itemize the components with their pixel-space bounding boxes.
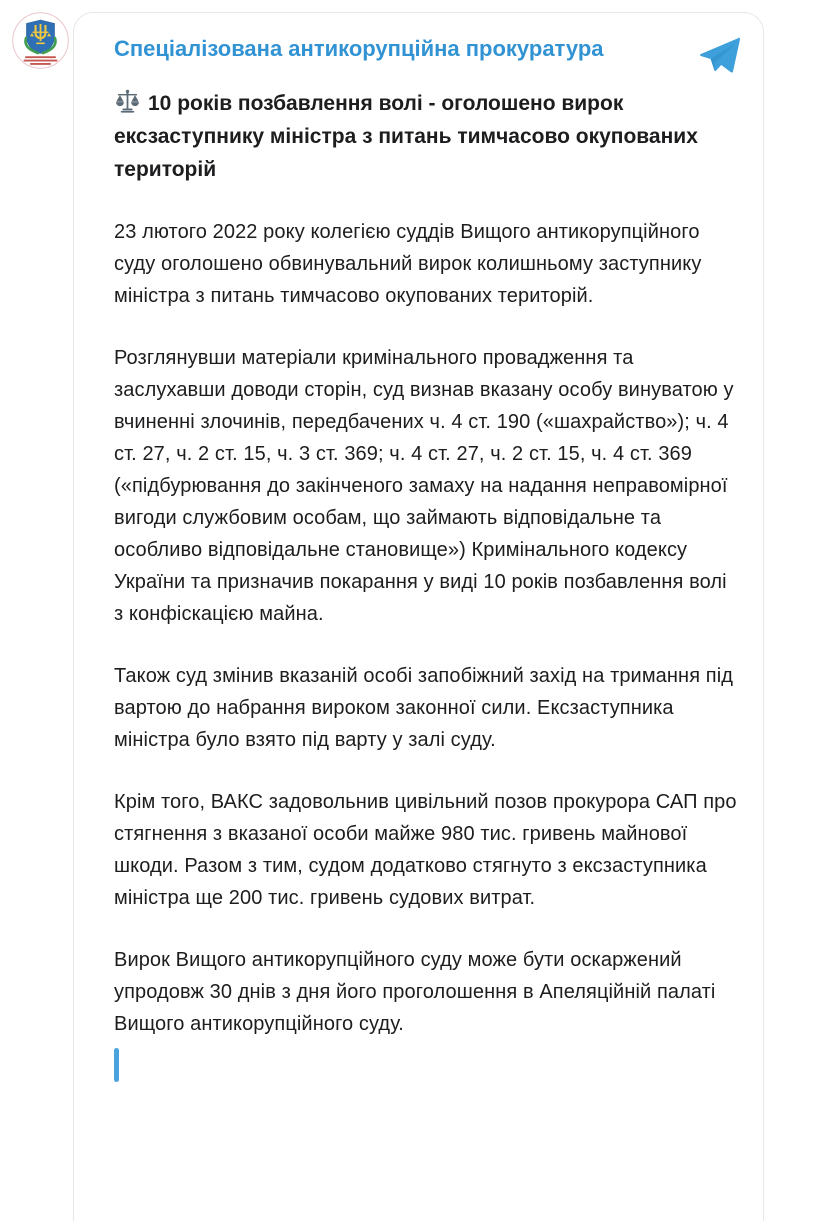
truncated-link-stub[interactable] bbox=[114, 1048, 119, 1082]
post-paragraph-4: Крім того, ВАКС задовольнив цивільний позов прокурора САП про стягнення з вказаної особи майже 980 тис. гривень майнової шкоди. Разом з тим, судом додатково стягнуто з ексзаступника міністра ще 200 тис. гривень судових витрат. bbox=[114, 791, 737, 909]
message-card bbox=[73, 12, 764, 1221]
channel-name-link[interactable]: Спеціалізована антикорупційна прокуратура bbox=[114, 36, 604, 61]
channel-avatar[interactable] bbox=[12, 12, 69, 69]
post-headline-text: 10 років позбавлення волі - оголошено вирок ексзаступнику міністра з питань тимчасово окупованих територій bbox=[114, 92, 698, 181]
scales-of-justice-icon bbox=[114, 88, 141, 115]
post-paragraph-3: Також суд змінив вказаній особі запобіжний захід на тримання під вартою до набрання вироком законної сили. Ексзаступника міністра було взято під варту у залі суду. bbox=[114, 665, 734, 751]
message-header bbox=[114, 35, 737, 76]
telegram-logo-icon[interactable] bbox=[698, 33, 741, 76]
post-headline bbox=[114, 87, 737, 186]
post-paragraph-5: Вирок Вищого антикорупційного суду може бути оскаржений упродовж 30 днів з дня його проголошення в Апеляційній палаті Вищого антикорупційного суду. bbox=[114, 949, 716, 1035]
sap-emblem-icon bbox=[12, 12, 69, 69]
post-paragraph-2: Розглянувши матеріали кримінального провадження та заслухавши доводи сторін, суд визнав вказану особу винуватою у вчиненні злочинів, передбачених ч. 4 ст. 190 («шахрайство»); ч. 4 ст. 27, ч. 2 ст. 15, ч. 3 ст. 369; ч. 4 ст. 27, ч. 2 ст. 15, ч. 4 ст. 369 («підбурювання до закінченого замаху на надання неправомірної вигоди службовим особам, що займають відповідальне та особливо відповідальне становище») Кримінального кодексу України та призначив покарання у виді 10 років позбавлення волі з конфіскацією майна. bbox=[114, 347, 734, 625]
post-paragraph-1: 23 лютого 2022 року колегією суддів Вищого антикорупційного суду оголошено обвинувальний вирок колишньому заступнику міністра з питань тимчасово окупованих територій. bbox=[114, 221, 702, 307]
